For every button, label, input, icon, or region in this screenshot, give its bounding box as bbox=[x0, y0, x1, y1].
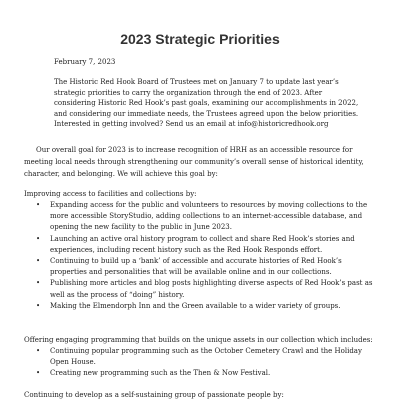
list-item-text: Continuing to build up a ‘bank’ of accessible and accurate histories of Red Hook’s properties and personalities that will be available online and in our collections. bbox=[50, 257, 342, 277]
intro-paragraph: The Historic Red Hook Board of Trustees met on January 7 to update last year’s strategic priorities to carry the organization through the end of 2023. After considering Historic Red Hook’s past goals, examining our accomplishments in 2022, and considering our immediate needs, the Trustees agreed upon the below priorities. Interested in getting involved? Send us an email at info@historicredhook.org bbox=[54, 78, 359, 129]
list-item-text: Making the Elmendorph Inn and the Green available to a wider variety of groups. bbox=[50, 301, 341, 310]
list-item bbox=[24, 200, 374, 234]
goal-paragraph: Our overall goal for 2023 is to increase recognition of HRH as an accessible resource for meeting local needs through strengthening our community’s overall sense of historical identity, character, and belonging. We will achieve this goal by: bbox=[24, 146, 364, 179]
list-item-text: Publishing more articles and blog posts highlighting diverse aspects of Red Hook’s past as well as the process of “doing” history. bbox=[50, 279, 373, 299]
bullet-icon: • bbox=[36, 257, 41, 266]
section-programming bbox=[24, 335, 374, 380]
document-title: 2023 Strategic Priorities bbox=[120, 31, 280, 47]
bullet-icon: • bbox=[36, 234, 41, 243]
bullet-icon: • bbox=[36, 347, 41, 355]
bullet-list bbox=[24, 346, 374, 380]
list-item-text: Launching an active oral history program to collect and share Red Hook’s stories and experiences, including recent history such as the Red Hook Responds effort. bbox=[50, 234, 355, 254]
list-item-text: Creating new programming such as the Then & Now Festival. bbox=[50, 369, 271, 378]
bullet-icon: • bbox=[36, 201, 41, 209]
bullet-icon: • bbox=[36, 279, 41, 288]
list-item-text: Expanding access for the public and volunteers to resources by moving collections to the more accessible StoryStudio, adding collections to an internet-accessible database, and opening the new facility to the public in June 2023. bbox=[50, 201, 368, 232]
list-item bbox=[24, 301, 374, 312]
bullet-icon: • bbox=[36, 369, 41, 378]
list-item bbox=[24, 346, 374, 368]
section-access bbox=[24, 189, 374, 312]
list-item bbox=[24, 234, 374, 256]
list-item bbox=[24, 256, 374, 278]
bullet-list bbox=[24, 200, 374, 312]
list-item bbox=[24, 278, 374, 300]
section-heading: Offering engaging programming that builds on the unique assets in our collection which includes: bbox=[24, 336, 373, 344]
list-item-text: Continuing popular programming such as the October Cemetery Crawl and the Holiday Open House. bbox=[50, 347, 362, 367]
section-sustainability bbox=[24, 390, 374, 400]
section-heading: Continuing to develop as a self-sustaining group of passionate people by: bbox=[24, 391, 284, 399]
section-heading: Improving access to facilities and collections by: bbox=[24, 190, 197, 198]
document-date: February 7, 2023 bbox=[54, 58, 116, 66]
bullet-icon: • bbox=[36, 301, 41, 310]
list-item bbox=[24, 368, 374, 379]
